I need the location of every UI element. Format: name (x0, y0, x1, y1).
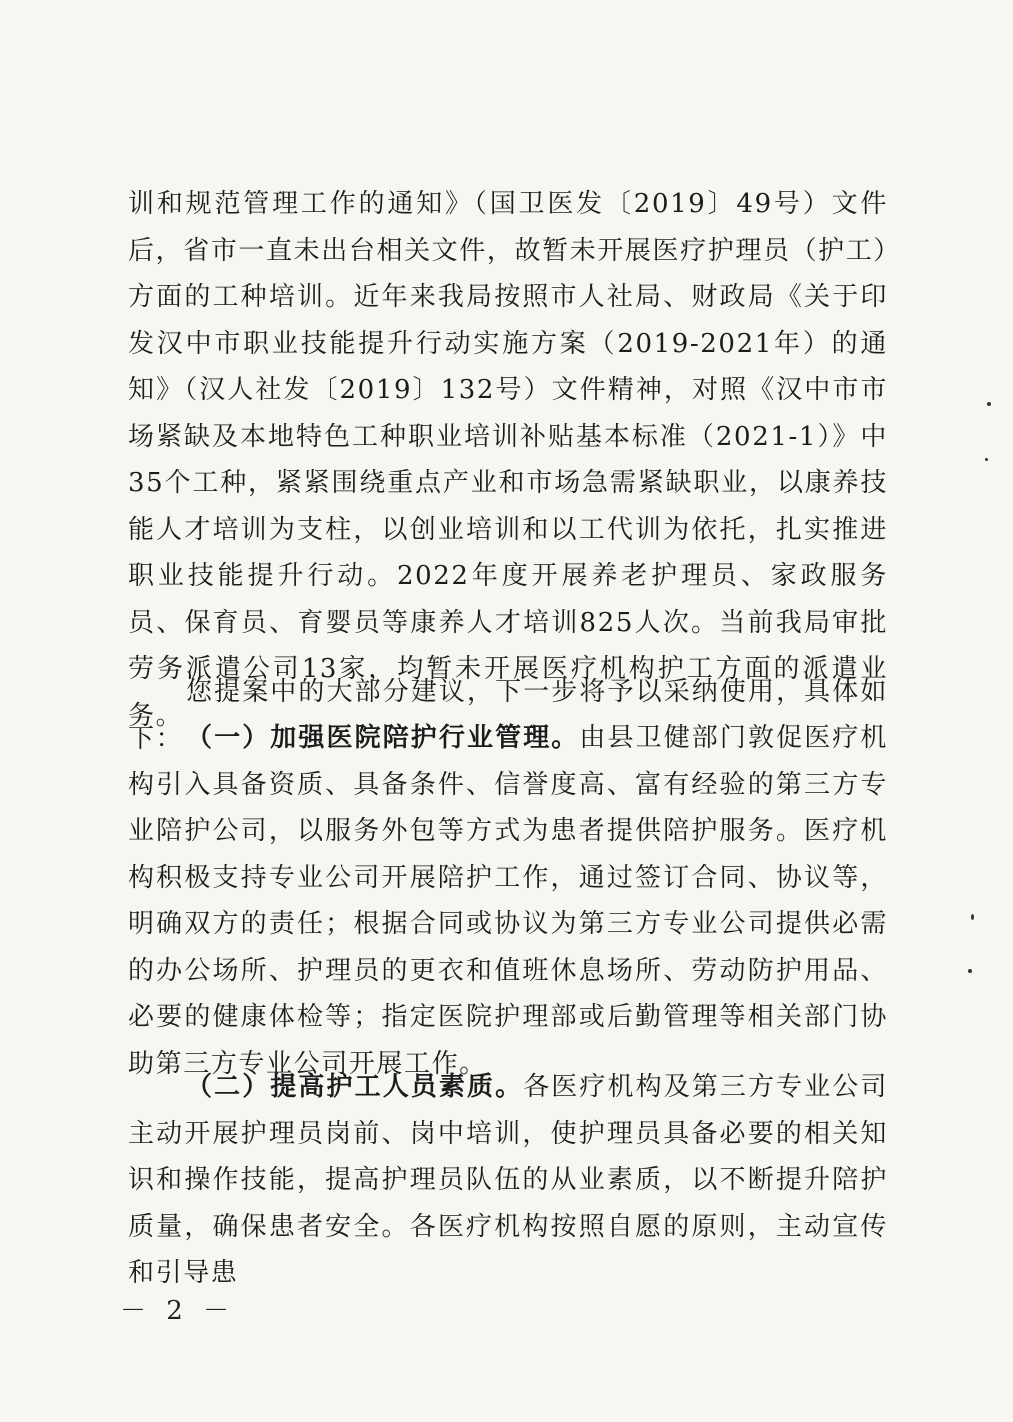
paragraph-1-text: 训和规范管理工作的通知》（国卫医发〔2019〕49号）文件后，省市一直未出台相关文件，故暂未开展医疗护理员（护工）方面的工种培训。近年来我局按照市人社局、财政局《关于印发汉中市职业技能提升行动实施方案（2019-2021年）的通知》（汉人社发〔2019〕132号）文件精神，对照《汉中市市场紧缺及本地特色工种职业培训补贴基本标准（2021-1）》中35个工种，紧紧围绕重点产业和市场急需紧缺职业，以康养技能人才培训为支柱，以创业培训和以工代训为依托，扎实推进职业技能提升行动。2022年度开展养老护理员、家政服务员、保育员、育婴员等康养人才培训825人次。当前我局审批劳务派遣公司13家，均暂未开展医疗机构护工方面的派遣业务。 (128, 189, 888, 731)
paragraph-3-text: 由县卫健部门敦促医疗机构引入具备资质、具备条件、信誉度高、富有经验的第三方专业陪护公司，以服务外包等方式为患者提供陪护服务。医疗机构积极支持专业公司开展陪护工作，通过签订合同、协议等，明确双方的责任；根据合同或协议为第三方专业公司提供必需的办公场所、护理员的更衣和值班休息场所、劳动防护用品、必要的健康体检等；指定医院护理部或后勤管理等相关部门协助第三方专业公司开展工作。 (128, 723, 889, 1079)
paragraph-3 (128, 715, 888, 1087)
scan-speck (971, 914, 974, 920)
page-number: － 2 － (120, 1296, 236, 1326)
scan-speck (968, 969, 972, 973)
section-heading-1: （一）加强医院陪护行业管理。 (186, 723, 580, 753)
section-heading-2: （二）提高护工人员素质。 (186, 1072, 524, 1102)
paragraph-1 (128, 181, 888, 739)
paragraph-4-text: 各医疗机构及第三方专业公司主动开展护理员岗前、岗中培训，使护理员具备必要的相关知识和操作技能，提高护理员队伍的从业素质，以不断提升陪护质量，确保患者安全。各医疗机构按照自愿的原则，主动宣传和引导患 (128, 1072, 888, 1288)
paragraph-4 (128, 1064, 888, 1297)
paragraph-2-text: 您提案中的大部分建议，下一步将予以采纳使用，具体如下： (128, 677, 888, 754)
scan-speck (985, 458, 988, 461)
scan-speck (987, 402, 991, 406)
